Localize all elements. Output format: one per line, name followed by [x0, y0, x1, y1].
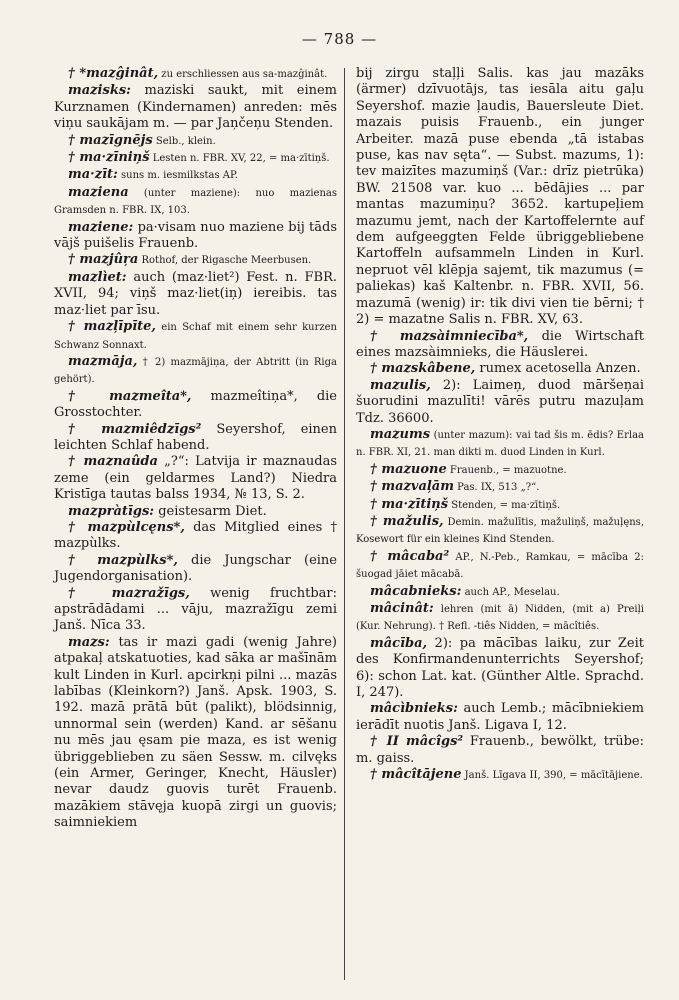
entry-headword: maziena	[68, 184, 129, 200]
dictionary-entry	[54, 553, 337, 586]
entry-headword: mazmāja,	[68, 353, 138, 369]
entry-headword: † mazjûŗa	[68, 252, 139, 268]
entry-text: auch AP., Meselau.	[461, 586, 560, 598]
entry-headword: † mazpùlcęns*,	[68, 519, 185, 535]
entry-headword: mazlìet:	[68, 269, 127, 285]
entry-text: die Jungschar (eine Jugendorganisation).	[54, 552, 337, 585]
dictionary-entry	[54, 389, 337, 422]
left-column	[54, 66, 337, 832]
entry-text: Lesten n. FBR. XV, 22, = ma·zītiņš.	[149, 153, 330, 165]
dictionary-entry	[54, 454, 337, 503]
dictionary-entry	[54, 586, 337, 635]
entry-headword: † mazmeîta*,	[68, 388, 192, 404]
entry-text: Demin. mažulītis, mažuliņš, mažuļęns, Kosewort für ein kleines Kind Stenden.	[356, 516, 644, 546]
entry-text: 2): Laimeņ, duod māršeņai šuorudini mazulīti! vārēs putru mazuļam Tdz. 36600.	[356, 377, 644, 426]
entry-headword: † ma·zīniņš	[68, 150, 150, 166]
entry-headword: † mazskâbene,	[370, 361, 476, 377]
entry-headword: † II mâcîgs²	[370, 734, 464, 750]
entry-text: die Wirtschaft eines mazsàimnieks, die Häuslerei.	[356, 328, 644, 360]
dictionary-entry	[356, 462, 644, 479]
entry-text: tas ir mazi gadi (wenig Jahre) atpakaļ atskatuoties, kad sāka ar mašīnām kult Linden in Kurl. apcirkņi pilni ... mazās labības (Kleinkorn?) Janš. Apsk. 1903, S. 192. mazā prātā būt (palikt), blödsinnig, unnormal sein (werden) Kand. ar sēšanu nu mēs jau ęsam pie maza, es ist wenig übriggeblieben zu säen Sessw. m. cilvęks (ein Armer, Geringer, Knecht, Häusler) nevar daudz guovis turēt Frauenb. mazākiem stāvęja kuopā zirgi un guovis; saimniekiem	[54, 634, 337, 831]
entry-text: Frauenb., bewölkt, trübe: m. gaiss.	[356, 734, 644, 766]
entry-headword: ma·zīt:	[68, 167, 118, 183]
entry-text: AP., N.-Peb., Ramkau, = mācība 2: šuogad jāiet mācabā.	[356, 551, 644, 581]
entry-headword: mazisks:	[68, 83, 131, 99]
dictionary-entry	[356, 66, 644, 329]
dictionary-entry	[356, 636, 644, 702]
entry-headword: † mâcîtājene	[370, 767, 462, 783]
right-column	[356, 66, 644, 784]
entry-headword: † mažulis,	[370, 513, 444, 529]
entry-headword: † mazuone	[370, 461, 447, 477]
dictionary-entry	[356, 378, 644, 427]
dictionary-entry	[356, 361, 644, 377]
entry-text: rumex acetosella Anzen.	[475, 361, 641, 377]
entry-text: zu erschliessen aus sa-mazĝinât.	[158, 69, 328, 80]
entry-text: Pas. IX, 513 „?“.	[453, 482, 540, 494]
entry-text: das Mitglied eines † mazpùlks.	[54, 519, 337, 552]
entry-text: † 2) mazmājiņa, der Abtritt (in Riga gehört).	[54, 356, 337, 386]
entry-text: suns m. iesmilkstas AP.	[117, 170, 238, 182]
dictionary-entry	[356, 584, 644, 601]
entry-text: auch (maz·liet²) Fest. n. FBR. XVII, 94; viņš maz·liet(iņ) iereibis. tas maz·liet par īsu.	[54, 269, 337, 318]
entry-text: Selb., klein.	[152, 135, 216, 147]
column-divider	[344, 68, 345, 980]
entry-headword: † mazīgnējs	[68, 132, 153, 148]
entry-headword: mazpràtīgs:	[68, 503, 155, 519]
dictionary-entry	[356, 767, 644, 784]
entry-headword: † mâcaba²	[370, 548, 450, 564]
entry-headword: mâcinât:	[370, 601, 434, 616]
entry-text: „?“: Latvija ir maznaudas zeme (ein geldarmes Land?) Niedra Kristīga tautas balss 1934, № 13, S. 2.	[54, 454, 337, 503]
entry-headword: † mazmiêdzīgs²	[68, 421, 202, 437]
dictionary-entry	[356, 329, 644, 362]
entry-text: Janš. Līgava II, 390, = mācītājiene.	[461, 770, 643, 782]
dictionary-entry	[54, 270, 337, 319]
entry-headword: † maznaûda	[68, 454, 158, 470]
dictionary-entry	[356, 514, 644, 549]
entry-headword: † *mazĝinât,	[68, 66, 159, 81]
dictionary-entry	[54, 185, 337, 220]
dictionary-entry	[356, 701, 644, 734]
dictionary-entry	[54, 635, 337, 832]
page-number: — 788 —	[301, 30, 378, 48]
entry-headword: † mazražīgs,	[68, 585, 190, 601]
entry-text: bij zirgu staļļi Salis. kas jau mazāks (ärmer) dzīvuotājs, tas iesāla aitu gaļu Seyershof. mazie ļaudis, Bauersleute Diet. mazais puisis Frauenb., ein junger Arbeiter. mazā puse ebenda „tā istabas puse, kas nav sęta“. — Subst. mazums, 1): tev maizītes mazumiņš (Var.: drīz pietrūka) BW. 21508 var. kuo ... bēdājies ... par mantas mazumiņu? 3652. kartupeļiem mazumu jemt, nach der Kartoffelernte auf dem aufgeeggten Felde übriggebliebene Kartoffeln aufsammeln Linden in Kurl. nepruot vēl klēpja sajemt, tik mazumus (= paliekas) kaš Kaltenbr. n. FBR. XVII, 56. mazumā (wenig) ir: tik divi vien tie bērni; † 2) = mazatne Salis n. FBR. XV, 63.	[356, 66, 644, 328]
dictionary-entry	[356, 479, 644, 496]
entry-headword: mâcìbnieks:	[370, 701, 458, 717]
entry-text: wenig fruchtbar: apstrādādami ... vāju, mazražīgu zemi Janš. Nīca 33.	[54, 585, 337, 634]
entry-text: Rothof, der Rigasche Meerbusen.	[138, 255, 312, 267]
dictionary-entry	[54, 354, 337, 389]
entry-text: ein Schaf mit einem sehr kurzen Schwanz Sonnaxt.	[54, 322, 337, 351]
dictionary-entry	[356, 601, 644, 636]
dictionary-entry	[54, 520, 337, 553]
entry-headword: maziene:	[68, 219, 134, 235]
dictionary-entry	[54, 167, 337, 184]
dictionary-entry	[356, 427, 644, 462]
dictionary-entry	[356, 497, 644, 514]
dictionary-entry	[54, 150, 337, 167]
entry-text: auch Lemb.; mācībniekiem ierādīt nuotis Janš. Ligava I, 12.	[356, 701, 644, 733]
dictionary-entry	[356, 734, 644, 767]
entry-text: pa·visam nuo maziene bij tāds vājš puišelis Frauenb.	[54, 219, 337, 252]
entry-headword: mâcabnieks:	[370, 583, 462, 599]
entry-headword: † mazvaļām	[370, 479, 454, 495]
entry-headword: † mazļīpīte,	[68, 319, 156, 335]
entry-headword: † ma·zītiņš	[370, 496, 449, 512]
entry-headword: mâcība,	[370, 635, 428, 651]
entry-text: maziski saukt, mit einem Kurznamen (Kindernamen) anreden: mēs viņu saukājam m. — par Jaņčeņu Stenden.	[54, 83, 337, 132]
dictionary-entry	[54, 83, 337, 132]
dictionary-entry	[54, 66, 337, 83]
entry-text: (unter mazum): vai tad šis m. ēdis? Erlaa n. FBR. XI, 21. man dikti m. duod Linden in Kurl.	[356, 429, 644, 459]
entry-text: lehren (mit ā) Nidden, (mit a) Preiļi (Kur. Nehrung). † Refl. -tiês Nidden, = mācîtiês.	[356, 604, 644, 633]
entry-text: mazmeîtiņa*, die Grosstochter.	[54, 388, 337, 421]
entry-text: Frauenb., = mazuotne.	[446, 464, 567, 476]
entry-headword: mazums	[370, 426, 431, 442]
entry-headword: † mazsàimniecība*,	[370, 328, 529, 344]
entry-headword: mazulis,	[370, 377, 431, 393]
dictionary-entry	[54, 220, 337, 253]
dictionary-entry	[54, 252, 337, 269]
entry-text: Stenden, = ma·zītiņš.	[448, 499, 561, 511]
entry-text: (unter maziene): nuo mazienas Gramsden n. FBR. IX, 103.	[54, 187, 337, 217]
dictionary-entry	[54, 422, 337, 455]
dictionary-entry	[54, 504, 337, 520]
dictionary-entry	[54, 319, 337, 354]
entry-text: geistesarm Diet.	[154, 503, 267, 519]
entry-headword: † mazpùlks*,	[68, 552, 178, 568]
entry-text: 2): pa mācības laiku, zur Zeit des Konfirmandenunterrichts Seyershof; 6): schon Lat. kat. (Günther Altle. Sprachd. I, 247).	[356, 635, 644, 701]
dictionary-entry	[356, 549, 644, 584]
entry-headword: mazs:	[68, 634, 110, 650]
entry-text: Seyershof, einen leichten Schlaf habend.	[54, 421, 337, 453]
dictionary-entry	[54, 133, 337, 150]
